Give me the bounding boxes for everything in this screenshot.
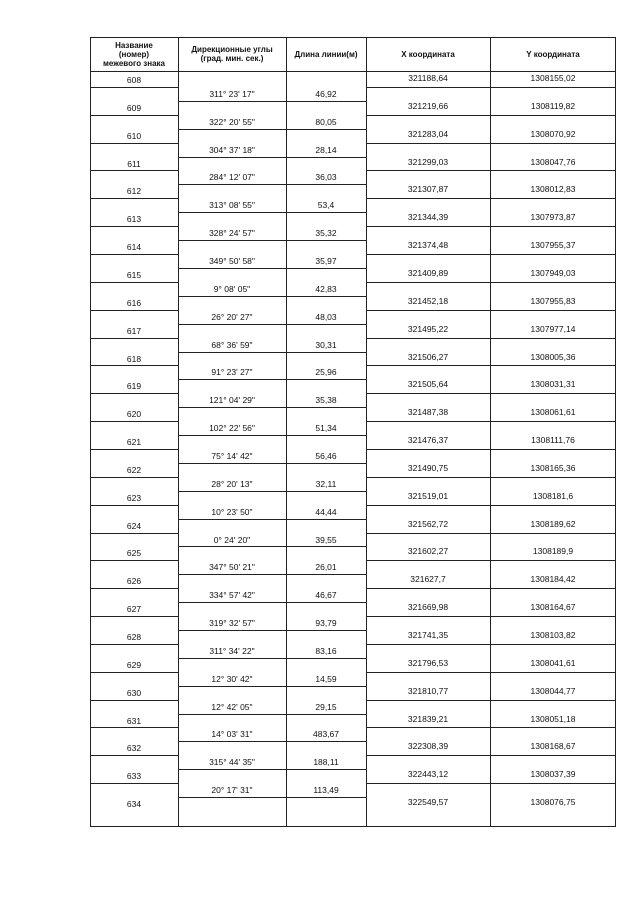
grid-line-horizontal: [178, 797, 366, 798]
segment-length: 48,03: [315, 311, 337, 322]
grid-line-horizontal: [178, 352, 366, 353]
grid-line-horizontal: [366, 588, 616, 589]
grid-line-horizontal: [178, 435, 366, 436]
segment-angle: 75° 14' 42": [211, 450, 253, 461]
grid-line-horizontal: [178, 296, 366, 297]
point-y: 1308184,42: [530, 574, 576, 585]
grid-line-horizontal: [178, 658, 366, 659]
point-x: 321839,21: [407, 713, 449, 724]
point-name: 611: [127, 158, 141, 169]
point-x: 321409,89: [407, 267, 449, 278]
point-y: 1308070,92: [530, 128, 576, 139]
point-x: 321796,53: [407, 657, 449, 668]
grid-line-horizontal: [366, 755, 616, 756]
point-y: 1308061,61: [530, 407, 576, 418]
grid-line-horizontal: [90, 282, 178, 283]
point-y: 1307955,83: [530, 295, 576, 306]
point-x: 321219,66: [407, 100, 449, 111]
segment-angle: 319° 32' 57": [209, 618, 255, 629]
segment-angle: 121° 04' 29": [209, 395, 255, 406]
segment-angle: 322° 20' 55": [209, 116, 255, 127]
segment-length: 483,67: [313, 729, 339, 740]
segment-angle: 12° 42' 05": [211, 701, 253, 712]
point-name: 609: [126, 102, 142, 113]
point-x: 321299,03: [407, 156, 449, 167]
grid-line-horizontal: [366, 310, 616, 311]
segment-length: 39,55: [315, 534, 337, 545]
grid-line-horizontal: [178, 407, 366, 408]
point-name: 629: [126, 659, 142, 670]
segment-length: 46,67: [315, 590, 337, 601]
grid-line-horizontal: [90, 700, 178, 701]
point-y: 1308041,61: [530, 657, 576, 668]
segment-angle: 284° 12' 07": [209, 172, 255, 183]
grid-line-horizontal: [90, 37, 616, 38]
point-x: 321519,01: [407, 490, 449, 501]
point-x: 321627,7: [410, 574, 446, 585]
segment-length: 80,05: [315, 116, 337, 127]
grid-line-horizontal: [90, 783, 178, 784]
point-y: 1308168,67: [530, 741, 576, 752]
grid-line-horizontal: [90, 310, 178, 311]
segment-length: 44,44: [315, 506, 337, 517]
segment-length: 26,01: [315, 562, 337, 573]
segment-angle: 68° 36' 59": [211, 339, 253, 350]
grid-line-horizontal: [366, 338, 616, 339]
segment-length: 25,96: [315, 367, 337, 378]
grid-line-horizontal: [90, 338, 178, 339]
grid-line-horizontal: [178, 574, 366, 575]
point-y: 1308005,36: [530, 351, 576, 362]
point-name: 625: [126, 548, 142, 559]
segment-angle: 315° 44' 35": [209, 757, 255, 768]
point-name: 632: [126, 743, 142, 754]
grid-line-horizontal: [366, 477, 616, 478]
grid-line-horizontal: [178, 546, 366, 547]
grid-line-horizontal: [178, 101, 366, 102]
grid-line-horizontal: [178, 184, 366, 185]
segment-angle: 334° 57' 42": [209, 590, 255, 601]
point-x: 321374,48: [407, 240, 449, 251]
segment-length: 28,14: [315, 144, 337, 155]
point-name: 621: [126, 437, 142, 448]
grid-line-horizontal: [366, 644, 616, 645]
point-y: 1308103,82: [530, 630, 576, 640]
point-y: 1308051,18: [530, 713, 576, 724]
segment-angle: 0° 24' 20": [213, 534, 251, 545]
segment-angle: 311° 34' 22": [209, 645, 255, 656]
point-name: 630: [126, 687, 142, 698]
header-name: Название (номер) межевого знака: [102, 40, 166, 68]
grid-line-horizontal: [366, 421, 616, 422]
grid-line-horizontal: [90, 254, 178, 255]
grid-line-horizontal: [366, 783, 616, 784]
segment-angle: 349° 50' 58": [209, 256, 255, 267]
segment-length: 30,31: [315, 339, 337, 350]
segment-angle: 14° 03' 31": [211, 729, 253, 740]
grid-line-horizontal: [90, 505, 178, 506]
segment-length: 35,97: [315, 256, 337, 267]
segment-angle: 311° 23' 17": [209, 88, 255, 99]
point-y: 1308189,62: [530, 518, 576, 529]
point-y: 1308031,31: [530, 379, 576, 390]
segment-length: 113,49: [313, 785, 339, 796]
point-y: 1308155,02: [530, 73, 576, 83]
point-y: 1307977,14: [530, 323, 576, 334]
grid-line-horizontal: [178, 324, 366, 325]
point-x: 321487,38: [407, 407, 449, 418]
grid-line-horizontal: [366, 700, 616, 701]
grid-line-horizontal: [90, 198, 178, 199]
point-x: 321476,37: [407, 435, 449, 446]
point-x: 321505,64: [407, 379, 449, 390]
point-y: 1307973,87: [530, 212, 576, 223]
point-y: 1308111,76: [531, 435, 575, 446]
point-name: 628: [126, 632, 142, 642]
grid-line-horizontal: [90, 755, 178, 756]
point-y: 1307949,03: [530, 267, 576, 278]
header-x: X координата: [401, 49, 455, 59]
point-y: 1308076,75: [530, 797, 576, 808]
grid-line-horizontal: [90, 672, 178, 673]
point-x: 321344,39: [407, 212, 449, 223]
grid-line-horizontal: [90, 588, 178, 589]
grid-line-horizontal: [90, 71, 616, 72]
grid-line-horizontal: [366, 254, 616, 255]
grid-line-horizontal: [90, 143, 178, 144]
segment-length: 51,34: [315, 423, 337, 434]
point-name: 624: [126, 520, 142, 531]
point-y: 1308044,77: [530, 685, 576, 696]
header-length: Длина линии(м): [294, 49, 358, 59]
point-y: 1308119,82: [530, 100, 576, 111]
point-x: 321562,72: [407, 518, 449, 529]
grid-line-horizontal: [90, 560, 178, 561]
point-x: 321810,77: [407, 685, 449, 696]
point-x: 321741,35: [407, 630, 449, 640]
segment-length: 93,79: [315, 618, 337, 629]
grid-line-horizontal: [90, 365, 178, 366]
segment-length: 32,11: [315, 478, 337, 489]
grid-line-horizontal: [90, 644, 178, 645]
grid-line-horizontal: [178, 463, 366, 464]
point-x: 321307,87: [407, 184, 449, 195]
grid-line-horizontal: [366, 282, 616, 283]
grid-line-horizontal: [90, 727, 178, 728]
point-x: 321490,75: [407, 462, 449, 473]
grid-line-horizontal: [178, 379, 366, 380]
segment-length: 42,83: [315, 283, 337, 294]
point-name: 622: [126, 464, 142, 475]
point-name: 634: [126, 799, 142, 810]
point-name: 631: [126, 715, 142, 726]
grid-line-horizontal: [366, 198, 616, 199]
point-x: 322549,57: [407, 797, 449, 808]
point-x: 322308,39: [407, 741, 449, 752]
point-name: 633: [126, 771, 142, 782]
grid-line-horizontal: [366, 87, 616, 88]
grid-line-horizontal: [90, 449, 178, 450]
point-name: 618: [126, 353, 142, 364]
grid-line-horizontal: [366, 143, 616, 144]
header-angle: Дирекционные углы (град. мин. сек.): [191, 45, 273, 63]
segment-angle: 328° 24' 57": [209, 228, 255, 239]
segment-length: 29,15: [315, 701, 337, 712]
segment-angle: 9° 08' 05": [213, 283, 251, 294]
point-x: 321283,04: [407, 128, 449, 139]
segment-angle: 102° 22' 56": [209, 423, 255, 434]
grid-line-horizontal: [366, 365, 616, 366]
point-y: 1307955,37: [530, 240, 576, 251]
point-name: 620: [126, 409, 142, 420]
grid-line-vertical: [490, 37, 491, 827]
point-x: 321506,27: [407, 351, 449, 362]
grid-line-horizontal: [178, 630, 366, 631]
point-y: 1308165,36: [530, 462, 576, 473]
point-name: 615: [126, 269, 142, 280]
grid-line-horizontal: [178, 686, 366, 687]
point-name: 626: [126, 576, 142, 587]
grid-line-horizontal: [90, 477, 178, 478]
point-name: 619: [126, 381, 142, 392]
grid-line-horizontal: [90, 226, 178, 227]
grid-line-horizontal: [178, 602, 366, 603]
segment-length: 35,38: [315, 395, 337, 406]
grid-line-horizontal: [178, 519, 366, 520]
grid-line-vertical: [366, 37, 367, 827]
coordinates-table: [90, 37, 616, 827]
segment-angle: 304° 37' 18": [209, 144, 255, 155]
segment-length: 53,4: [317, 200, 335, 211]
grid-line-horizontal: [90, 421, 178, 422]
grid-line-horizontal: [366, 449, 616, 450]
point-x: 321669,98: [407, 602, 449, 613]
grid-line-horizontal: [366, 115, 616, 116]
segment-angle: 10° 23' 50": [211, 506, 253, 517]
segment-angle: 28° 20' 13": [211, 478, 253, 489]
segment-length: 35,32: [315, 228, 337, 239]
grid-line-horizontal: [90, 533, 178, 534]
point-y: 1308181,6: [532, 490, 574, 501]
segment-angle: 26° 20' 27": [211, 311, 253, 322]
header-y: Y координата: [526, 49, 580, 59]
point-name: 608: [126, 75, 142, 85]
point-name: 613: [126, 214, 142, 225]
grid-line-horizontal: [90, 826, 616, 827]
point-x: 321188,64: [408, 73, 448, 83]
grid-line-horizontal: [178, 212, 366, 213]
point-y: 1308012,83: [530, 184, 576, 195]
grid-line-horizontal: [90, 115, 178, 116]
point-x: 321602,27: [407, 546, 449, 557]
grid-line-horizontal: [366, 560, 616, 561]
grid-line-horizontal: [366, 226, 616, 227]
grid-line-horizontal: [90, 393, 178, 394]
point-name: 617: [126, 325, 142, 336]
segment-length: 14,59: [315, 673, 337, 684]
point-name: 623: [126, 492, 142, 503]
point-x: 321452,18: [407, 295, 449, 306]
point-x: 322443,12: [407, 769, 449, 780]
grid-line-vertical: [90, 37, 91, 827]
grid-line-horizontal: [178, 769, 366, 770]
grid-line-horizontal: [90, 87, 178, 88]
grid-line-horizontal: [366, 727, 616, 728]
grid-line-horizontal: [366, 505, 616, 506]
grid-line-horizontal: [178, 157, 366, 158]
segment-length: 83,16: [315, 645, 337, 656]
grid-line-horizontal: [178, 240, 366, 241]
grid-line-horizontal: [178, 491, 366, 492]
point-name: 616: [126, 297, 142, 308]
grid-line-horizontal: [178, 741, 366, 742]
segment-angle: 347° 50' 21": [209, 562, 255, 573]
grid-line-horizontal: [178, 129, 366, 130]
segment-angle: 12° 30' 42": [211, 673, 253, 684]
point-y: 1308047,76: [530, 156, 576, 167]
point-name: 612: [126, 186, 142, 197]
grid-line-horizontal: [178, 714, 366, 715]
grid-line-horizontal: [90, 616, 178, 617]
point-name: 614: [126, 242, 142, 253]
point-y: 1308164,67: [530, 602, 576, 613]
segment-angle: 20° 17' 31": [211, 785, 253, 796]
grid-line-horizontal: [366, 616, 616, 617]
grid-line-horizontal: [366, 672, 616, 673]
grid-line-horizontal: [366, 170, 616, 171]
segment-length: 36,03: [315, 172, 337, 183]
grid-line-horizontal: [366, 393, 616, 394]
segment-angle: 91° 23' 27": [211, 367, 253, 378]
point-x: 321495,22: [407, 323, 449, 334]
segment-length: 188,11: [313, 757, 339, 768]
segment-angle: 313° 08' 55": [209, 200, 255, 211]
segment-length: 46,92: [315, 88, 337, 99]
grid-line-horizontal: [178, 268, 366, 269]
point-y: 1308037,39: [530, 769, 576, 780]
point-name: 627: [126, 604, 142, 615]
grid-line-horizontal: [90, 170, 178, 171]
point-name: 610: [126, 130, 142, 141]
grid-line-vertical: [615, 37, 616, 827]
grid-line-horizontal: [366, 533, 616, 534]
segment-length: 56,46: [315, 450, 337, 461]
point-y: 1308189,9: [532, 546, 574, 557]
